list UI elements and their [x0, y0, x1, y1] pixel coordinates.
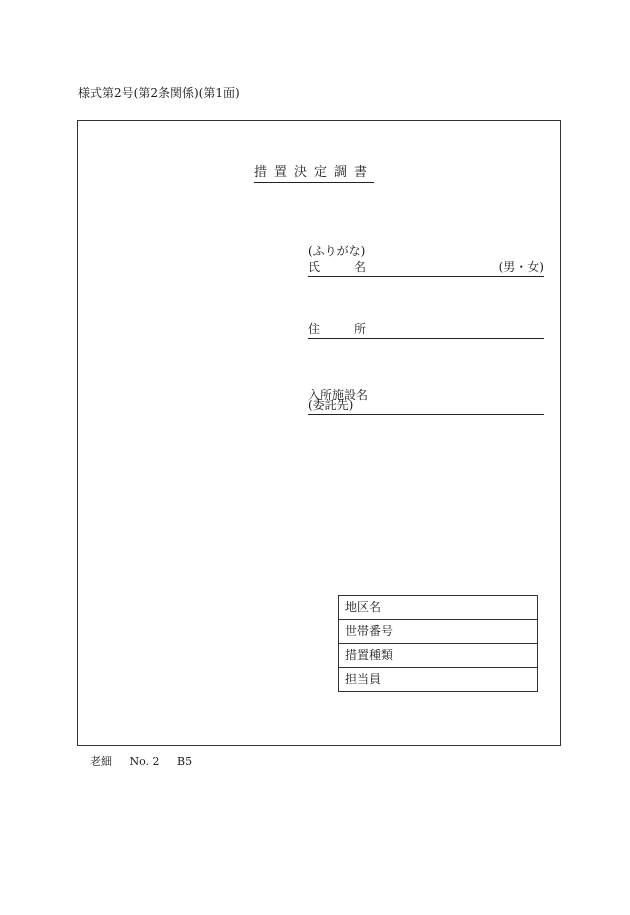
caseworker-cell: 担当員 [339, 668, 538, 692]
footer-code: 老細 [90, 755, 112, 768]
table-row[interactable] [339, 668, 538, 692]
measure-type-cell: 措置種類 [339, 644, 538, 668]
table-row[interactable] [339, 644, 538, 668]
furigana-label: (ふりがな) [308, 244, 366, 258]
table-row[interactable] [339, 596, 538, 620]
facility-label: 入所施設名 [308, 388, 369, 402]
table-row[interactable] [339, 620, 538, 644]
facility-sub-label: (委託先) [308, 398, 354, 412]
gender-label: (男・女) [498, 260, 544, 274]
district-name-cell: 地区名 [339, 596, 538, 620]
footer-paper-size: B5 [177, 755, 193, 768]
footer-number: No. 2 [129, 755, 160, 768]
footer-note [90, 753, 192, 769]
household-number-cell: 世帯番号 [339, 620, 538, 644]
name-label: 氏名 [308, 260, 401, 274]
address-field[interactable] [308, 321, 544, 339]
facility-field[interactable] [308, 397, 544, 415]
document-title: 措置決定調書 [254, 165, 374, 183]
info-table [338, 595, 538, 692]
form-number-label: 様式第2号(第2条関係)(第1面) [78, 86, 240, 100]
address-label: 住所 [308, 322, 401, 336]
name-field[interactable] [308, 259, 544, 277]
